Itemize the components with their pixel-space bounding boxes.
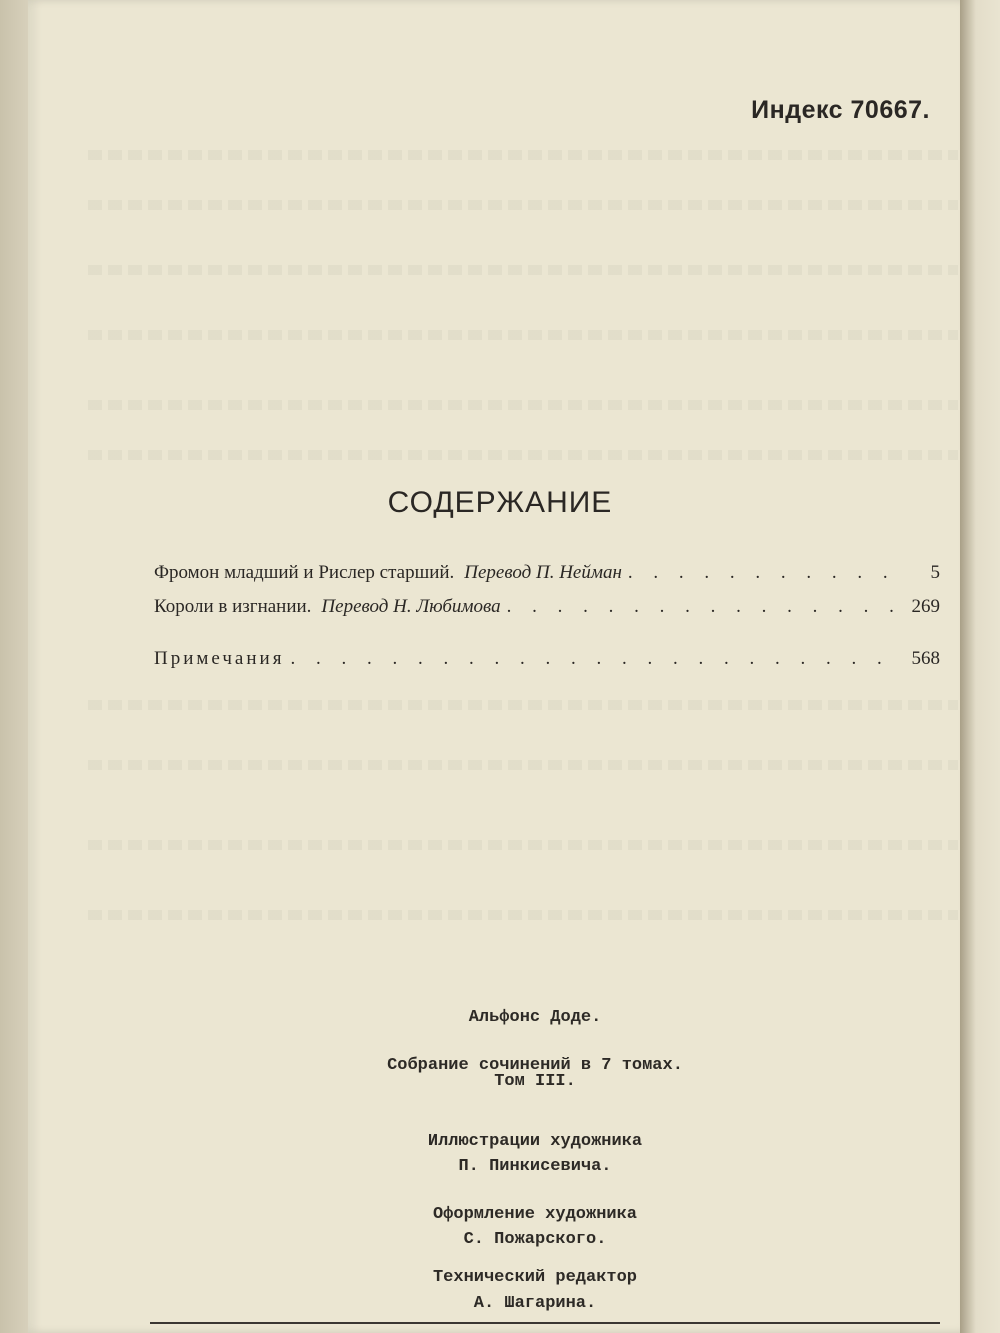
index-code: Индекс 70667. xyxy=(751,96,930,124)
show-through-text xyxy=(88,840,958,850)
show-through-text xyxy=(88,330,958,340)
toc-entry xyxy=(154,596,940,624)
show-through-text xyxy=(88,760,958,770)
colophon-illustrations-name: П. Пинкисевича. xyxy=(458,1157,612,1176)
toc-entry xyxy=(154,562,940,590)
colophon-author: Альфонс Доде. xyxy=(468,1008,602,1027)
toc-leader-dots xyxy=(507,596,894,618)
toc-entry xyxy=(154,648,940,676)
toc-entry-title: Короли в изгнании. xyxy=(154,596,312,617)
toc-entry-page: 5 xyxy=(930,562,940,583)
colophon-tech-editor-label: Технический редактор xyxy=(432,1268,638,1287)
toc-leader-dots xyxy=(628,562,894,584)
show-through-text xyxy=(88,400,958,410)
toc-entry-title: Примечания xyxy=(154,648,285,669)
bottom-rule xyxy=(150,1322,940,1324)
toc-entry-title: Фромон младший и Рислер старший. xyxy=(154,562,455,583)
toc-entry-page: 568 xyxy=(911,648,940,669)
colophon-tech-editor-name: А. Шагарина. xyxy=(473,1294,597,1313)
show-through-text xyxy=(88,700,958,710)
toc-entry-translator: Перевод П. Нейман xyxy=(464,562,622,583)
show-through-text xyxy=(88,450,958,460)
toc-entry-translator: Перевод Н. Любимова xyxy=(321,596,501,617)
colophon-illustrations-label: Иллюстрации художника xyxy=(427,1132,643,1151)
show-through-text xyxy=(88,200,958,210)
colophon-volume: Том III. xyxy=(494,1072,576,1091)
show-through-text xyxy=(88,910,958,920)
colophon-design-name: С. Пожарского. xyxy=(463,1230,607,1249)
colophon-design-label: Оформление художника xyxy=(432,1205,638,1224)
show-through-text xyxy=(88,265,958,275)
toc-entry-page: 269 xyxy=(911,596,940,617)
toc-leader-dots xyxy=(290,648,894,670)
show-through-text xyxy=(88,150,958,160)
toc-title: СОДЕРЖАНИЕ xyxy=(387,486,613,519)
colophon-series: Собрание сочинений в 7 томах. xyxy=(387,1056,683,1075)
